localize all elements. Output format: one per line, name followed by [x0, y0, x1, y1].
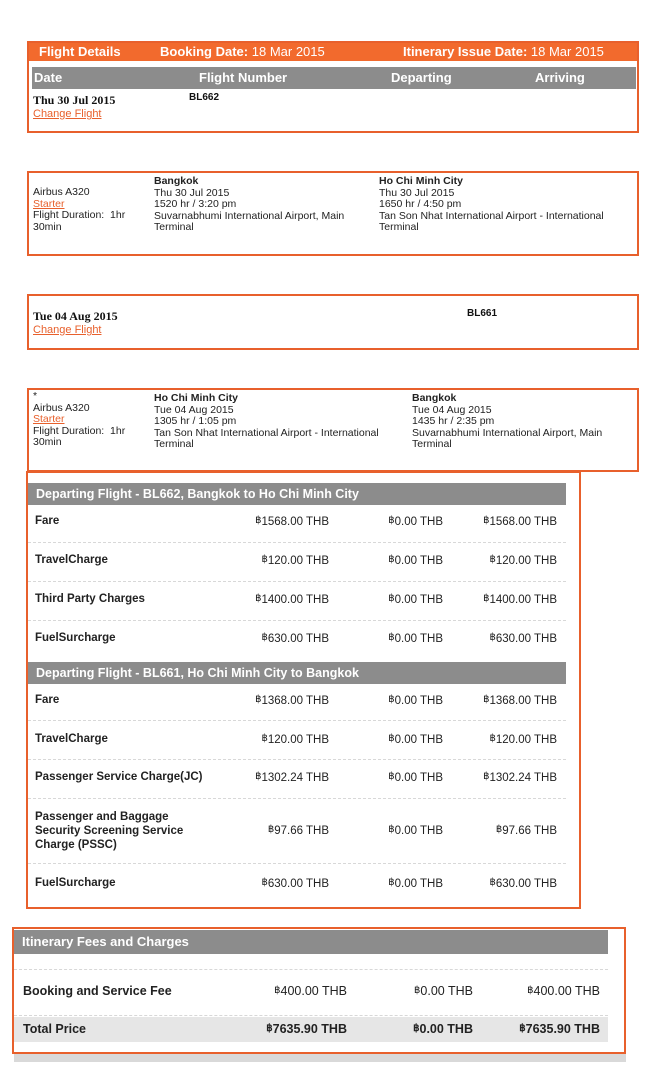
change-flight-link[interactable]: Change Flight — [33, 108, 102, 120]
charge-discount: ฿0.00 THB — [388, 771, 443, 784]
column-header-bar — [32, 67, 636, 89]
charge-amount: ฿120.00 THB — [261, 733, 329, 746]
arrival-city: Bangkok — [412, 392, 457, 404]
charge-label: FuelSurcharge — [35, 632, 116, 644]
arrival-terminal: Terminal — [379, 221, 419, 233]
flight-number: BL662 — [189, 92, 220, 103]
flight-number: BL661 — [467, 308, 498, 319]
charge-label: Passenger and Baggage Security Screening Service Charge (PSSC) — [35, 811, 184, 851]
arrival-time: 1650 hr / 4:50 pm — [379, 198, 462, 210]
departure-info — [154, 393, 404, 451]
flight-date: Thu 30 Jul 2015 — [33, 93, 116, 107]
arrival-date: Thu 30 Jul 2015 — [379, 186, 455, 199]
change-flight-link[interactable]: Change Flight — [33, 324, 102, 336]
fees-section-header: Itinerary Fees and Charges — [14, 930, 608, 954]
arrival-time: 1435 hr / 2:35 pm — [412, 415, 495, 427]
flight-details-panel — [27, 41, 639, 133]
charge-discount: ฿0.00 THB — [388, 694, 443, 707]
booking-date: Booking Date: 18 Mar 2015 — [160, 44, 325, 59]
arrival-info — [412, 393, 637, 451]
total-price-discount: ฿0.00 THB — [413, 1022, 473, 1036]
charge-amount: ฿97.66 THB — [267, 824, 329, 837]
flight-duration-min: 30min — [33, 436, 62, 448]
departure-time: 1520 hr / 3:20 pm — [154, 198, 237, 210]
charge-label: Fare — [35, 515, 60, 527]
fee-label: Booking and Service Fee — [23, 984, 172, 998]
fare-class-link[interactable]: Starter — [33, 197, 65, 210]
footer-bar — [14, 1054, 626, 1062]
charge-label: Passenger Service Charge(JC) — [35, 771, 203, 783]
charge-total: ฿1568.00 THB — [483, 515, 557, 528]
charge-amount: ฿120.00 THB — [261, 554, 329, 567]
segment-marker: * — [33, 390, 38, 402]
departure-info — [154, 176, 369, 234]
total-price-label: Total Price — [23, 1022, 86, 1036]
fare-class-link[interactable]: Starter — [33, 413, 65, 425]
arrival-info — [379, 176, 637, 234]
aircraft-type: Airbus A320 — [33, 401, 90, 414]
charge-total: ฿630.00 THB — [489, 877, 557, 890]
departure-city: Bangkok — [154, 175, 199, 187]
departure-time: 1305 hr / 1:05 pm — [154, 415, 237, 427]
total-price-row — [14, 1017, 608, 1042]
charge-discount: ฿0.00 THB — [388, 632, 443, 645]
flight-details-header — [29, 43, 637, 61]
fee-amount: ฿400.00 THB — [274, 984, 347, 998]
charge-amount: ฿1400.00 THB — [255, 593, 329, 606]
total-price-total: ฿7635.90 THB — [519, 1022, 600, 1036]
charge-total: ฿120.00 THB — [489, 554, 557, 567]
col-arriving: Arriving — [535, 70, 585, 85]
col-date: Date — [34, 70, 63, 85]
charge-row — [28, 760, 566, 799]
charge-total: ฿1302.24 THB — [483, 771, 557, 784]
charge-row — [28, 543, 566, 582]
departure-date: Thu 30 Jul 2015 — [154, 186, 230, 199]
charge-discount: ฿0.00 THB — [388, 824, 443, 837]
charge-discount: ฿0.00 THB — [388, 515, 443, 528]
arrival-terminal: Terminal — [412, 438, 452, 450]
segment-info — [33, 187, 143, 233]
fee-total: ฿400.00 THB — [527, 984, 600, 998]
charge-label: Fare — [35, 694, 60, 706]
departure-date: Tue 04 Aug 2015 — [154, 403, 234, 416]
charge-amount: ฿630.00 THB — [261, 877, 329, 890]
issue-date: Itinerary Issue Date: 18 Mar 2015 — [403, 44, 604, 59]
flight-duration: Flight Duration: 1hr — [33, 209, 126, 221]
charge-total: ฿630.00 THB — [489, 632, 557, 645]
charge-discount: ฿0.00 THB — [388, 593, 443, 606]
arrival-airport: Tan Son Nhat International Airport - International — [379, 209, 604, 222]
charge-label: TravelCharge — [35, 733, 108, 745]
departure-city: Ho Chi Minh City — [154, 392, 238, 404]
departure-terminal: Terminal — [154, 221, 194, 233]
flight-details-title: Flight Details — [39, 44, 121, 59]
total-price-amount: ฿7635.90 THB — [266, 1022, 347, 1036]
charge-amount: ฿1568.00 THB — [255, 515, 329, 528]
arrival-date: Tue 04 Aug 2015 — [412, 403, 492, 416]
charge-total: ฿97.66 THB — [495, 824, 557, 837]
charge-discount: ฿0.00 THB — [388, 877, 443, 890]
flight-date: Tue 04 Aug 2015 — [33, 309, 118, 323]
charge-label: TravelCharge — [35, 554, 108, 566]
fee-discount: ฿0.00 THB — [414, 984, 473, 998]
charge-label: FuelSurcharge — [35, 877, 116, 889]
charge-amount: ฿1368.00 THB — [255, 694, 329, 707]
charge-discount: ฿0.00 THB — [388, 554, 443, 567]
col-flight-number: Flight Number — [199, 70, 288, 85]
charge-total: ฿1400.00 THB — [483, 593, 557, 606]
segment-panel — [27, 388, 639, 472]
charges-section-header: Departing Flight - BL662, Bangkok to Ho Chi Minh City — [28, 483, 566, 505]
departure-airport: Tan Son Nhat International Airport - International — [154, 426, 379, 439]
arrival-city: Ho Chi Minh City — [379, 175, 463, 187]
charge-total: ฿120.00 THB — [489, 733, 557, 746]
aircraft-type: Airbus A320 — [33, 186, 90, 198]
flight-date-panel — [27, 294, 639, 350]
charges-section-header: Departing Flight - BL661, Ho Chi Minh City to Bangkok — [28, 662, 566, 684]
segment-panel — [27, 171, 639, 256]
charge-row — [28, 505, 566, 543]
charge-row — [28, 864, 566, 904]
flight-duration-min: 30min — [33, 220, 62, 233]
charge-amount: ฿630.00 THB — [261, 632, 329, 645]
arrival-airport: Suvarnabhumi International Airport, Main — [412, 426, 603, 439]
charge-row — [28, 799, 566, 864]
charge-row — [28, 621, 566, 661]
departure-airport: Suvarnabhumi International Airport, Main — [154, 209, 345, 222]
charge-total: ฿1368.00 THB — [483, 694, 557, 707]
charge-row — [28, 684, 566, 721]
charge-discount: ฿0.00 THB — [388, 733, 443, 746]
departure-terminal: Terminal — [154, 438, 194, 450]
segment-info — [33, 391, 143, 449]
charge-row — [28, 582, 566, 621]
flight-duration: Flight Duration: 1hr — [33, 424, 126, 437]
charge-label: Third Party Charges — [35, 593, 145, 605]
charge-row — [28, 721, 566, 760]
charge-amount: ฿1302.24 THB — [255, 771, 329, 784]
fee-row — [14, 970, 608, 1016]
col-departing: Departing — [391, 70, 452, 85]
